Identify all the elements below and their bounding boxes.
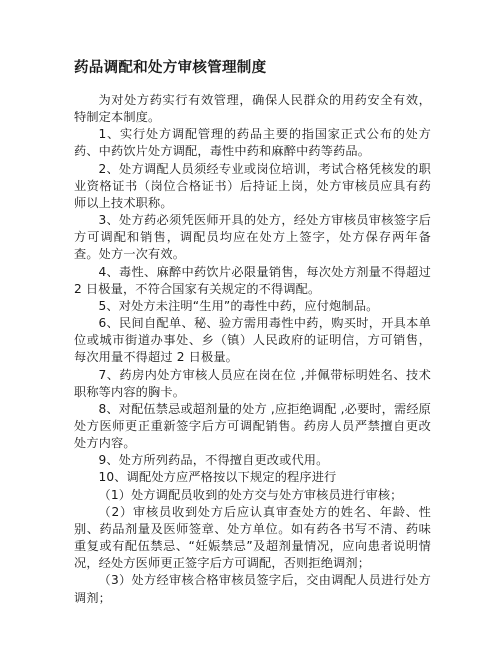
- document-title: 药品调配和处方审核管理制度: [74, 60, 267, 76]
- body-paragraph: （2）审核员收到处方后应认真审查处方的姓名、年龄、性别、药品剂量及医师签章、处方单位。如有药各书写不清、药味重复或有配伍禁忌、“妊娠禁忌”及超剂量情况，应向患者说明情况，经处方医师更正签字后方可调配，否则拒绝调剂；: [74, 504, 431, 571]
- body-paragraph: 3、处方药必须凭医师开具的处方，经处方审核员审核签字后方可调配和销售，调配员均应在处方上签字，处方保存两年备查。处方一次有效。: [74, 213, 431, 262]
- body-paragraph: 4、毒性、麻醉中药饮片必限量销售，每次处方剂量不得超过 2 日极量，不符合国家有关规定的不得调配。: [74, 264, 431, 296]
- body-paragraph: 6、民间自配单、秘、验方需用毒性中药，购买时，开具本单位或城市街道办事处、乡（镇）人民政府的证明信，方可销售，每次用量不得超过 2 日极量。: [74, 316, 431, 365]
- body-paragraph: 10、调配处方应严格按以下规定的程序进行: [98, 470, 337, 485]
- body-paragraph: 为对处方药实行有效管理，确保人民群众的用药安全有效，特制定本制度。: [74, 93, 431, 125]
- body-paragraph: （1）处方调配员收到的处方交与处方审核员进行审核；: [98, 487, 403, 502]
- body-paragraph: 2、处方调配人员须经专业或岗位培训，考试合格凭核发的职业资格证书（岗位合格证书）后持证上岗，处方审核员应具有药师以上技术职称。: [74, 161, 431, 210]
- document-body: [74, 92, 431, 607]
- body-paragraph: 8、对配伍禁忌或超剂量的处方 ,应拒绝调配 ,必要时，需经原处方医师更正重新签字后方可调配销售。药房人员严禁擅自更改处方内容。: [74, 401, 431, 451]
- body-paragraph: 7、药房内处方审核人员应在岗在位 ,并佩带标明姓名、技术职称等内容的胸卡。: [74, 367, 431, 399]
- body-paragraph: 9、处方所列药品，不得擅自更改或代用。: [98, 453, 329, 468]
- body-paragraph: 5、对处方未注明“生用”的毒性中药，应付炮制品。: [98, 298, 379, 313]
- body-paragraph: 1、实行处方调配管理的药品主要的指国家正式公布的处方药、中药饮片处方调配，毒性中药和麻醉中药等药品。: [74, 127, 431, 159]
- body-paragraph: （3）处方经审核合格审核员签字后，交由调配人员进行处方调剂；: [74, 573, 431, 605]
